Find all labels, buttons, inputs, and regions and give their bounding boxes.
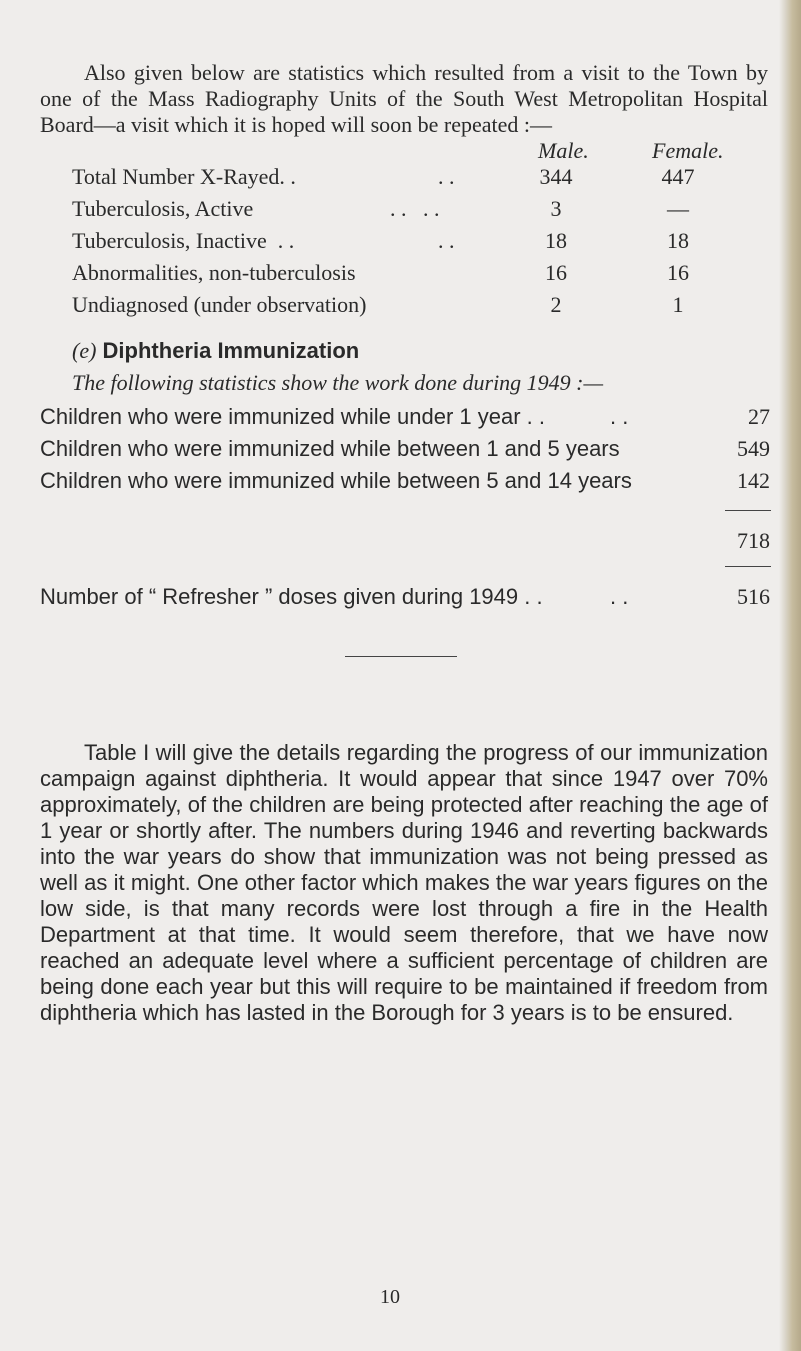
immunization-total-row [40,528,770,556]
immunization-total: 718 [737,528,770,553]
row-dots: . . . . [390,196,440,221]
immunization-dots: . . [610,404,629,429]
row-label: Tuberculosis, Active [72,196,254,221]
row-male: 18 [545,228,567,253]
immunization-label: Children who were immunized while between 1 and 5 years [40,436,620,461]
immunization-row [40,436,770,464]
page-number: 10 [380,1286,400,1308]
refresher-row [40,584,770,612]
body-paragraph: Table I will give the details regarding the progress of our immunization campaign against diphtheria. It would appear that since 1947 over 70% approximately, of the children are being protected after reaching the age of 1 year or shortly after. The numbers during 1946 and reverting backwards into the war years do show that immunization was not being pressed as well as it might. One other factor which makes the war years figures on the low side, is that many records were lost through a fire in the Health Department at that time. It would seem therefore, that we have now reached an adequate level where a sufficient percentage of children are being done each year but this will require to be maintained if freedom from diphtheria which has lasted in the Borough for 3 years is to be ensured. [40,740,768,1025]
table-row [72,228,752,256]
immunization-label: Children who were immunized while between 5 and 14 years [40,468,632,493]
total-rule [725,566,771,567]
page-edge-shadow [779,0,801,1351]
row-male: 344 [539,164,573,189]
row-male: 3 [550,196,562,221]
row-female: 447 [661,164,695,189]
table-row [72,164,752,192]
section-divider [345,656,457,657]
row-female: — [667,196,689,221]
immunization-value: 549 [737,436,770,461]
sum-rule [725,510,771,511]
row-label: Total Number X-Rayed. . [72,164,296,189]
row-female: 16 [667,260,689,285]
table-row [72,292,752,320]
row-female: 1 [672,292,684,317]
row-dots: . . [438,164,455,189]
section-title: Diphtheria Immunization [102,338,360,363]
table-row [72,196,752,224]
refresher-label: Number of “ Refresher ” doses given during 1949 . . [40,584,543,609]
refresher-value: 516 [737,584,770,609]
immunization-value: 27 [748,404,770,429]
row-female: 18 [667,228,689,253]
section-letter: (e) [72,338,97,363]
row-male: 2 [550,292,562,317]
immunization-row [40,468,770,496]
row-label: Abnormalities, non-tuberculosis [72,260,356,285]
col-female-header: Female. [652,138,724,163]
immunization-value: 142 [737,468,770,493]
intro-paragraph: Also given below are statistics which resulted from a visit to the Town by one of the Mass Radiography Units of the South West Metropolitan Hospital Board—a visit which it is hoped will soon be repeated :— [40,60,768,137]
row-male: 16 [545,260,567,285]
row-dots: . . [438,228,455,253]
immunization-label: Children who were immunized while under 1 year . . [40,404,546,429]
col-male-header: Male. [538,138,589,163]
section-heading [72,338,359,364]
row-label: Undiagnosed (under observation) [72,292,367,317]
immunization-row [40,404,770,432]
table-row [72,260,752,288]
row-label: Tuberculosis, Inactive . . [72,228,295,253]
section-subtitle: The following statistics show the work done during 1949 :— [72,370,604,395]
refresher-dots: . . [610,584,629,609]
